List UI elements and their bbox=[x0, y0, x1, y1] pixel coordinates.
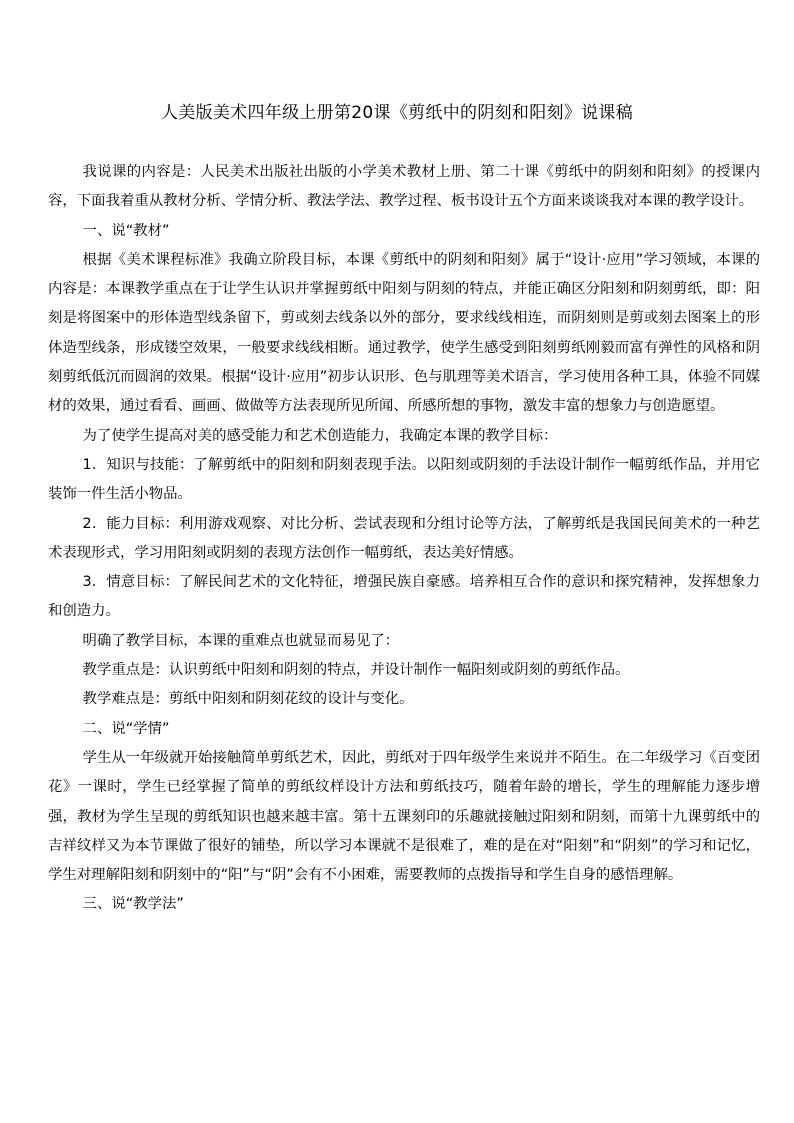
document-title: 人美版美术四年级上册第20课《剪纸中的阴刻和阳刻》说课稿 bbox=[160, 103, 634, 123]
paragraph-key-points-intro: 明确了教学目标，本课的重难点也就显而易见了： bbox=[82, 632, 400, 649]
section-heading-learners: 二、说“学情” bbox=[82, 720, 170, 737]
paragraph-teaching-difficulty: 教学难点是：剪纸中阳刻和阴刻花纹的设计与变化。 bbox=[82, 691, 414, 708]
section-heading-textbook: 一、说“教材” bbox=[82, 222, 170, 239]
section-heading-teaching-methods: 三、说“教学法” bbox=[82, 896, 184, 913]
paragraph-textbook-analysis: 根据《美术课程标准》我确立阶段目标，本课《剪纸中的阴刻和阳刻》属于“设计·应用”学习领域，本课的内容是：本课教学重点在于让学生认识并掌握剪纸中阳刻与阴刻的特点，并能正确区分阳刻和阴刻剪纸，即：阳刻是将图案中的形体造型线条留下，剪或刻去线条以外的部分，要求线线相连，而阴刻则是剪或刻去图案上的形体造型线条，形成镂空效果，一般要求线线相断。通过教学，使学生感受到阳刻剪纸刚毅而富有弹性的风格和阴刻剪纸低沉而圆润的效果。根据“设计·应用”初步认识形、色与肌理等美术语言，学习使用各种工具，体验不同媒材的效果，通过看看、画画、做做等方法表现所见所闻、所感所想的事物，激发丰富的想象力与创造愿望。 bbox=[48, 251, 760, 415]
goal-emotion: 3．情意目标：了解民间艺术的文化特征，增强民族自豪感。培养相互合作的意识和探究精神，发挥想象力和创造力。 bbox=[48, 574, 760, 620]
document-body bbox=[48, 158, 760, 920]
goal-knowledge-skills: 1．知识与技能：了解剪纸中的阳刻和阴刻表现手法。以阳刻或阴刻的手法设计制作一幅剪纸作品，并用它装饰一件生活小物品。 bbox=[48, 456, 760, 503]
paragraph-intro: 我说课的内容是：人民美术出版社出版的小学美术教材上册、第二十课《剪纸中的阴刻和阳刻》的授课内容，下面我着重从教材分析、学情分析、教法学法、教学过程、板书设计五个方面来谈谈我对本课的教学设计。 bbox=[48, 164, 760, 210]
paragraph-goals-intro: 为了使学生提高对美的感受能力和艺术创造能力，我确定本课的教学目标： bbox=[82, 427, 558, 444]
goal-ability: 2．能力目标：利用游戏观察、对比分析、尝试表现和分组讨论等方法，了解剪纸是我国民间美术的一种艺术表现形式，学习用阳刻或阴刻的表现方法创作一幅剪纸，表达美好情感。 bbox=[48, 515, 760, 561]
paragraph-learner-analysis: 学生从一年级就开始接触简单剪纸艺术，因此，剪纸对于四年级学生来说并不陌生。在二年级学习《百变团花》一课时，学生已经掌握了简单的剪纸纹样设计方法和剪纸技巧，随着年龄的增长，学生的理解能力逐步增强，教材为学生呈现的剪纸知识也越来越丰富。第十五课刻印的乐趣就接触过阳刻和阴刻，而第十九课剪纸中的吉祥纹样又为本节课做了很好的铺垫，所以学习本课就不是很难了，难的是在对“阳刻”和“阴刻”的学习和记忆，学生对理解阳刻和阴刻中的“阳”与“阴”会有不小困难，需要教师的点拨指导和学生自身的感悟理解。 bbox=[48, 749, 760, 884]
paragraph-teaching-focus: 教学重点是：认识剪纸中阳刻和阴刻的特点，并设计制作一幅阳刻或阴刻的剪纸作品。 bbox=[82, 662, 630, 679]
